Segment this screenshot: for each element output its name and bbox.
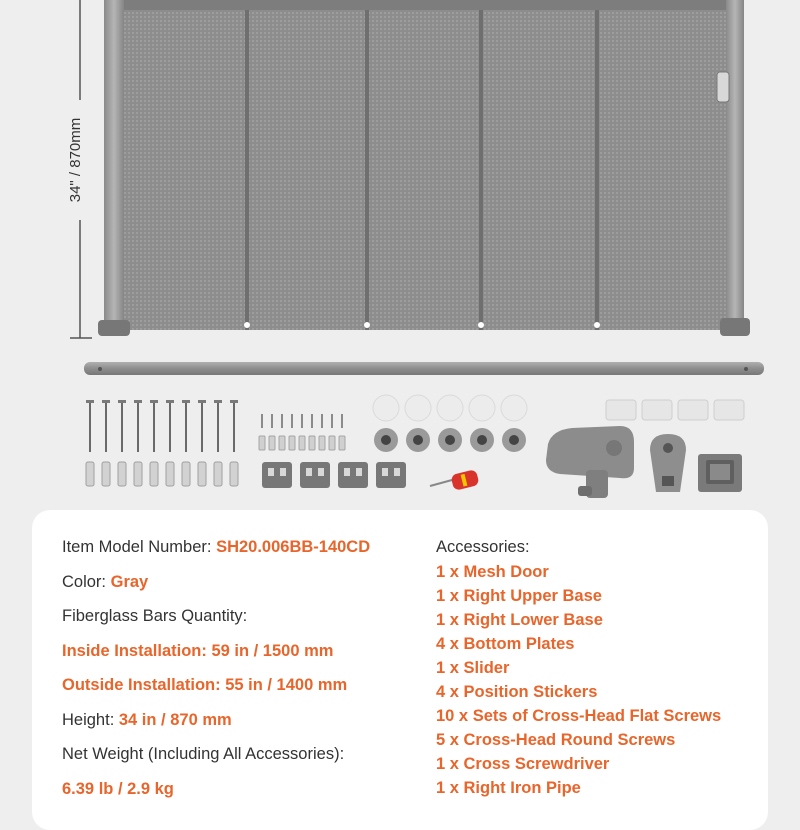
color-value: Gray [110, 572, 149, 591]
inside-installation-row [62, 640, 370, 663]
wall-anchors [86, 462, 238, 486]
accessory-item: 1 x Right Iron Pipe [436, 779, 581, 797]
accessory-item: 5 x Cross-Head Round Screws [436, 731, 676, 749]
accessory-item: 1 x Mesh Door [436, 563, 549, 581]
spec-list [62, 536, 370, 812]
cross-screwdriver [430, 469, 480, 491]
outside-installation-row [62, 674, 370, 697]
left-pole [104, 0, 124, 334]
net-weight-value-row [62, 778, 370, 801]
net-weight-label: Net Weight (Including All Accessories): [62, 745, 345, 763]
flat-screws [90, 402, 234, 452]
inside-installation-label: Inside Installation: [62, 641, 212, 660]
color-label: Color: [62, 572, 111, 591]
color-row [62, 571, 370, 594]
mesh-gate [98, 0, 750, 336]
height-dimension [66, 0, 94, 338]
height-row [62, 709, 370, 732]
slider [698, 454, 742, 492]
spec-card [32, 510, 768, 830]
right-pole [726, 0, 744, 334]
accessory-item: 1 x Cross Screwdriver [436, 755, 610, 773]
model-number-value: SH20.006BB-140CD [216, 538, 371, 556]
model-number-row [62, 536, 370, 559]
outside-installation-value: 55 in / 1400 mm [225, 676, 348, 694]
accessory-item: 1 x Right Upper Base [436, 587, 602, 605]
model-number-label: Item Model Number: [62, 538, 217, 556]
bottom-plates [262, 462, 406, 488]
height-value: 34 in / 870 mm [118, 710, 232, 729]
dimension-label: 34" / 870mm [67, 117, 84, 203]
accessory-item: 10 x Sets of Cross-Head Flat Screws [436, 707, 722, 725]
accessories-title: Accessories: [436, 538, 530, 556]
accessories-list [436, 536, 721, 800]
accessory-item: 1 x Right Lower Base [436, 611, 603, 629]
accessory-item: 4 x Position Stickers [436, 683, 598, 701]
position-stickers [373, 395, 527, 421]
iron-pipe [84, 362, 764, 375]
net-weight-row [62, 743, 370, 766]
eyelets [374, 428, 526, 452]
outside-installation-label: Outside Installation: [62, 676, 226, 694]
height-label: Height: [62, 710, 119, 729]
inside-installation-value: 59 in / 1500 mm [211, 641, 334, 660]
right-lower-base [650, 434, 686, 492]
round-screws [262, 414, 342, 428]
accessory-item: 4 x Bottom Plates [436, 635, 575, 653]
bars-quantity-label: Fiberglass Bars Quantity: [62, 607, 248, 625]
net-weight-value: 6.39 lb / 2.9 kg [62, 779, 174, 798]
accessory-item: 1 x Slider [436, 659, 510, 677]
clips [606, 400, 744, 420]
bars-quantity-row [62, 605, 370, 628]
right-upper-base [546, 426, 634, 498]
